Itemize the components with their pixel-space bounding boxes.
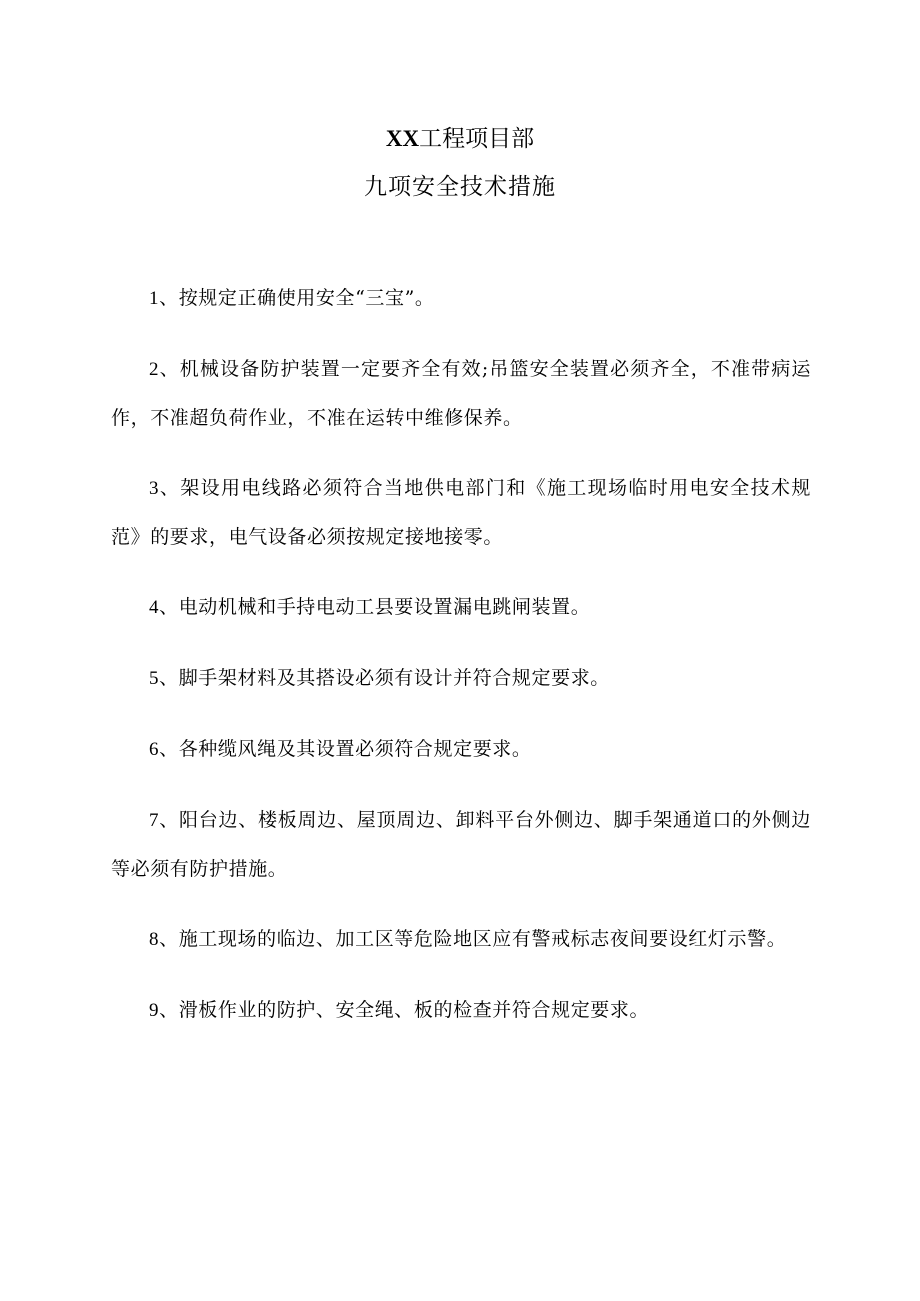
title-org: 工程项目部 (419, 126, 535, 152)
measure-text: 、脚手架材料及其搭设必须有设计并符合规定要求。 (159, 667, 610, 689)
measure-number: 9 (149, 1000, 160, 1021)
measure-text: 、各种缆风绳及其设置必须符合规定要求。 (159, 738, 532, 760)
document-subtitle: 九项安全技术措施 (364, 174, 556, 200)
measure-text: 、阳台边、楼板周边、屋顶周边、卸料平台外侧边、脚手架通道口的外侧边等必须有防护措施。 (111, 809, 811, 880)
measure-item (111, 986, 811, 1035)
measure-number: 2 (149, 359, 160, 380)
measure-number: 6 (149, 739, 160, 760)
title-block (0, 126, 920, 200)
measure-item (111, 583, 811, 632)
measure-item (111, 915, 811, 964)
measure-item (111, 654, 811, 703)
measure-number: 7 (149, 810, 160, 831)
measure-text: 、施工现场的临边、加工区等危险地区应有警戒标志夜间要设红灯示警。 (159, 928, 787, 950)
measure-item (111, 464, 811, 561)
measure-number: 4 (149, 597, 160, 618)
measure-text: 、电动机械和手持电动工县要设置漏电跳闸装置。 (159, 596, 591, 618)
document-title (0, 126, 920, 152)
measure-text: 、机械设备防护装置一定要齐全有效;吊篮安全装置必须齐全，不准带病运作，不准超负荷作业，不准在运转中维修保养。 (111, 358, 811, 429)
measure-item (111, 274, 811, 323)
measure-text: 、滑板作业的防护、安全绳、板的检查并符合规定要求。 (159, 999, 650, 1021)
measure-number: 3 (149, 478, 160, 499)
measure-item (111, 345, 811, 442)
measure-number: 1 (149, 288, 160, 309)
measures-list (111, 274, 811, 1057)
measure-text: 、按规定正确使用安全“三宝”。 (159, 287, 435, 309)
measure-item (111, 725, 811, 774)
title-prefix: XX (385, 126, 420, 151)
measure-item (111, 796, 811, 893)
measure-number: 8 (149, 929, 160, 950)
measure-number: 5 (149, 668, 160, 689)
measure-text: 、架设用电线路必须符合当地供电部门和《施工现场临时用电安全技术规范》的要求，电气设备必须按规定接地接零。 (111, 477, 811, 548)
